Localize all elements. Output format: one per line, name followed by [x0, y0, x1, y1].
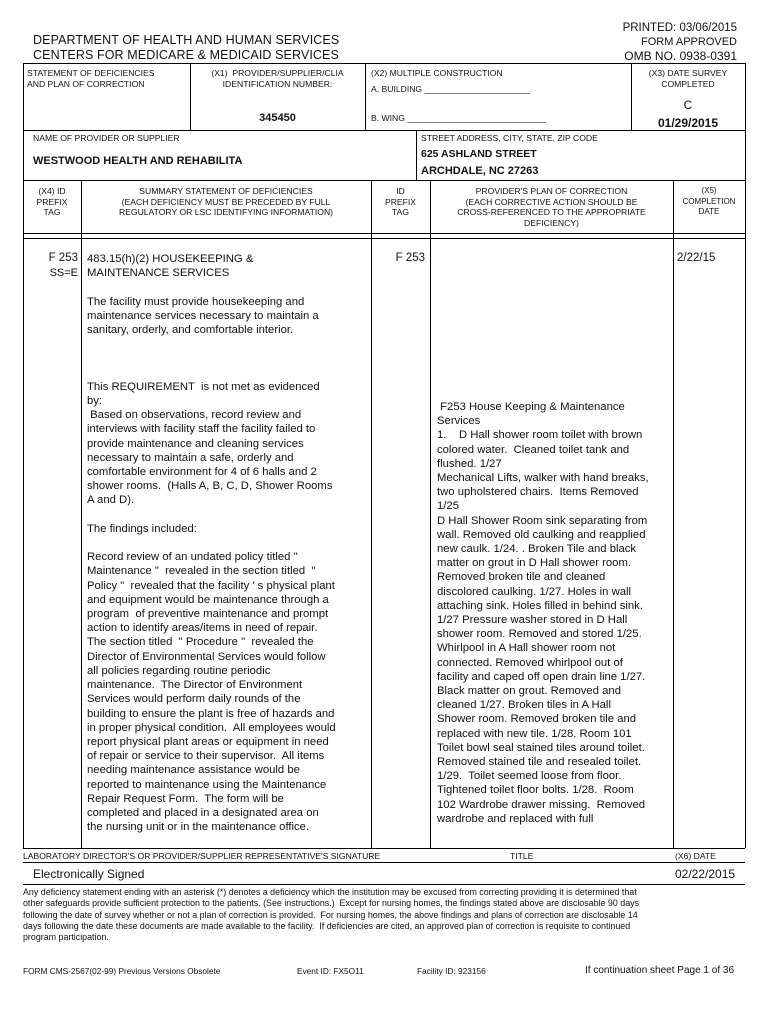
omb-number: OMB NO. 0938-0391: [624, 49, 737, 63]
survey-code: C: [683, 98, 693, 112]
page-number: If continuation sheet Page 1 of 36: [585, 965, 734, 976]
x1-label: (X1) PROVIDER/SUPPLIER/CLIA IDENTIFICATION NUMBER:: [211, 68, 344, 89]
disclaimer: Any deficiency statement ending with an asterisk (*) denotes a deficiency which the institution may be excused from correcting providing it is determined that other safeguards provide sufficient protection to the patients. (See instructions.) Except for nursing homes, the findings stated above are disclosable 90 days following the date of survey whether or not a plan of correction is provided. For nursing homes, the above findings and plans of correction are disclosable 14 days following the date these documents are made available to the facility. If deficiencies are cited, an approved plan of correction is requisite to continued program participation.: [23, 887, 640, 943]
statement-label: STATEMENT OF DEFICIENCIES AND PLAN OF CORRECTION: [27, 68, 155, 89]
id-prefix-header: ID PREFIX TAG: [384, 186, 417, 217]
survey-date: 01/29/2015: [657, 116, 719, 130]
x3-label: (X3) DATE SURVEY COMPLETED: [648, 68, 728, 89]
dept-title: DEPARTMENT OF HEALTH AND HUMAN SERVICES: [33, 33, 340, 47]
facility-id: Facility ID: 923156: [417, 966, 486, 976]
provider-number: 345450: [259, 112, 296, 124]
x2-label: (X2) MULTIPLE CONSTRUCTION: [371, 68, 503, 78]
summary-header: SUMMARY STATEMENT OF DEFICIENCIES (EACH DEFICIENCY MUST BE PRECEDED BY FULL REGULATORY OR LSC IDENTIFYING INFORMATION): [118, 186, 334, 217]
scope-severity: SS=E: [49, 267, 78, 279]
provider-name-label: NAME OF PROVIDER OR SUPPLIER: [33, 133, 180, 143]
title-label: TITLE: [510, 851, 534, 861]
signature-label: LABORATORY DIRECTOR'S OR PROVIDER/SUPPLIER REPRESENTATIVE'S SIGNATURE: [23, 851, 381, 861]
date-label: (X6) DATE: [675, 851, 716, 861]
city-state-zip: ARCHDALE, NC 27263: [421, 165, 539, 177]
provider-name: WESTWOOD HEALTH AND REHABILITA: [33, 155, 243, 167]
signature-value: Electronically Signed: [33, 867, 145, 881]
plan-of-correction: F253 House Keeping & Maintenance Services 1. D Hall shower room toilet with brown colored water. Cleaned toilet tank and flushed. 1/27 Mechanical Lifts, walker with hand breaks, two upholstered chairs. Items Removed 1/25 D Hall Shower Room sink separating from wall. Removed old caulking and reapplied new caulk. 1/24. . Broken Tile and black matter on grout in D Hall shower room. Removed broken tile and cleaned discolored caulking. 1/27. Holes in wall attaching sink. Holes filled in behind sink. 1/27 Pressure washer stored in D Hall shower room. Removed and stored 1/25. Whirlpool in A Hall shower room not connected. Removed whirlpool out of facility and caped off open drain line 1/27. Black matter on grout. Removed and cleaned 1/27. Broken tiles in A Hall Shower room. Removed broken tile and replaced with new tile. 1/28. Room 101 Toilet bowl seal stained tiles around toilet. Removed stained tile and resealed toilet. 1/29. Toilet seemed loose from floor. Tightened toilet floor bolts. 1/28. Room 102 Wardrobe drawer missing. Removed wardrobe and replaced with full: [437, 401, 649, 825]
plan-header: PROVIDER'S PLAN OF CORRECTION (EACH CORRECTIVE ACTION SHOULD BE CROSS-REFERENCED TO THE APPROPRIATE DEFICIENCY): [457, 186, 646, 228]
wing-label: B. WING _____________________________: [371, 113, 546, 123]
printed-date: PRINTED: 03/06/2015: [622, 22, 737, 34]
building-label: A. BUILDING ______________________: [371, 84, 530, 94]
event-id: Event ID: FX5O11: [297, 966, 364, 976]
completion-date: 2/22/15: [677, 252, 716, 264]
form-approved: FORM APPROVED: [641, 36, 737, 48]
address-label: STREET ADDRESS, CITY, STATE, ZIP CODE: [421, 133, 598, 143]
form-id: FORM CMS-2567(02-99) Previous Versions Obsolete: [23, 966, 221, 976]
street-address: 625 ASHLAND STREET: [421, 148, 537, 160]
plan-tag: F 253: [395, 252, 425, 264]
signature-date: 02/22/2015: [675, 867, 736, 881]
deficiency-tag: F 253: [48, 252, 78, 264]
x5-header: (X5) COMPLETION DATE: [682, 186, 736, 216]
cms-title: CENTERS FOR MEDICARE & MEDICAID SERVICES: [33, 48, 339, 62]
x4-header: (X4) ID PREFIX TAG: [36, 186, 68, 217]
summary-statement: 483.15(h)(2) HOUSEKEEPING & MAINTENANCE SERVICES The facility must provide housekeeping and maintenance services necessary to maintain a sanitary, orderly, and comfortable interior. This REQUIREMENT is not met as evidenced by: Based on observations, record review and interviews with facility staff the facility failed to provide maintenance and cleaning services necessary to maintain a safe, orderly and comfortable environment for 4 of 6 halls and 2 shower rooms. (Halls A, B, C, D, Shower Rooms A and D). The findings included: Record review of an undated policy titled " Maintenance " revealed in the section titled " Policy " revealed that the facility ' s physical plant and equipment would be maintenance through a program of preventive maintenance and prompt action to identify areas/items in need of repair. The section titled " Procedure " revealed the Director of Environmental Services would follow all policies regarding routine periodic maintenance. The Director of Environment Services would perform daily rounds of the building to ensure the plant is free of hazards and in proper physical condition. All employees would report physical plant areas or equipment in need of repair or service to their supervisor. All items needing maintenance assistance would be reported to maintenance using the Maintenance Repair Request Form. The form will be completed and placed in a designated area on the nursing unit or in the maintenance office.: [87, 253, 336, 834]
